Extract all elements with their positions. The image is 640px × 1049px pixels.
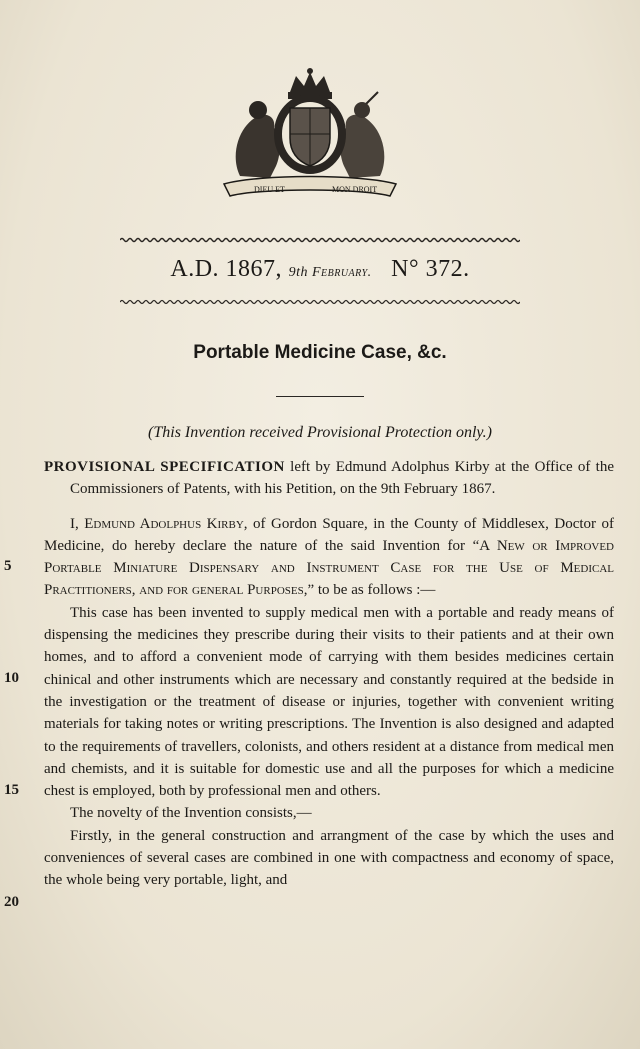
- description-paragraph: This case has been invented to supply medical men with a portable and ready means of dispensing the medicines they prescribe during their visits to their patients and at their own homes, and to afford a convenient mode of carrying with them besides medicines certain chinical and other instruments which are necessary and constantly required at the bedside in the investigation or the treatment of disease or injuries, together with convenient writing materials for taking notes or writing prescriptions. The Invention is also designed and adapted to the requirements of travellers, colonists, and others resident at a distance from medical men and chemists, and it is suitable for domestic use and all the purposes for which a medicine chest is employed, both by professional men and others.: [44, 604, 614, 800]
- patent-heading: [0, 256, 640, 283]
- line-number: 15: [4, 782, 19, 798]
- title-divider: [276, 396, 364, 397]
- heading-date: 9th February.: [288, 265, 372, 280]
- document-title: Portable Medicine Case, &c.: [193, 342, 447, 363]
- royal-coat-of-arms-icon: [210, 66, 410, 200]
- firstly-paragraph: Firstly, in the general construction and arrangment of the case by which the uses and conveniences of several cases are combined in one with compactness and economy of space, the whole being very portable, light, and: [44, 827, 614, 889]
- ornamental-rule-bottom: [120, 298, 520, 306]
- protection-note: (This Invention received Provisional Protection only.): [148, 424, 492, 441]
- specification-body: [44, 456, 614, 892]
- provisional-paragraph: PROVISIONAL SPECIFICATION left by Edmund Adolphus Kirby at the Office of the Commissioners of Patents, with his Petition, on the 9th February 1867.: [44, 459, 614, 498]
- ornamental-rule-top: [120, 236, 520, 244]
- novelty-paragraph: The novelty of the Invention consists,—: [70, 805, 312, 822]
- line-number: 20: [4, 894, 19, 910]
- line-number: 5: [4, 558, 12, 574]
- patent-number: N° 372.: [391, 256, 470, 282]
- motto-right: MON DROIT: [332, 185, 378, 194]
- motto-left: DIEU ET: [254, 185, 285, 194]
- declaration-paragraph: I, Edmund Adolphus Kirby, of Gordon Square, in the County of Middlesex, Doctor of Medicine, do hereby declare the nature of the said Invention for “A New or Improved Portable Miniature Dispensary and Instrument Case for the Use of Medical Practitioners, and for general Purposes,” to be as follows :—: [44, 515, 615, 599]
- heading-year: A.D. 1867,: [170, 256, 283, 282]
- line-number: 10: [4, 670, 19, 686]
